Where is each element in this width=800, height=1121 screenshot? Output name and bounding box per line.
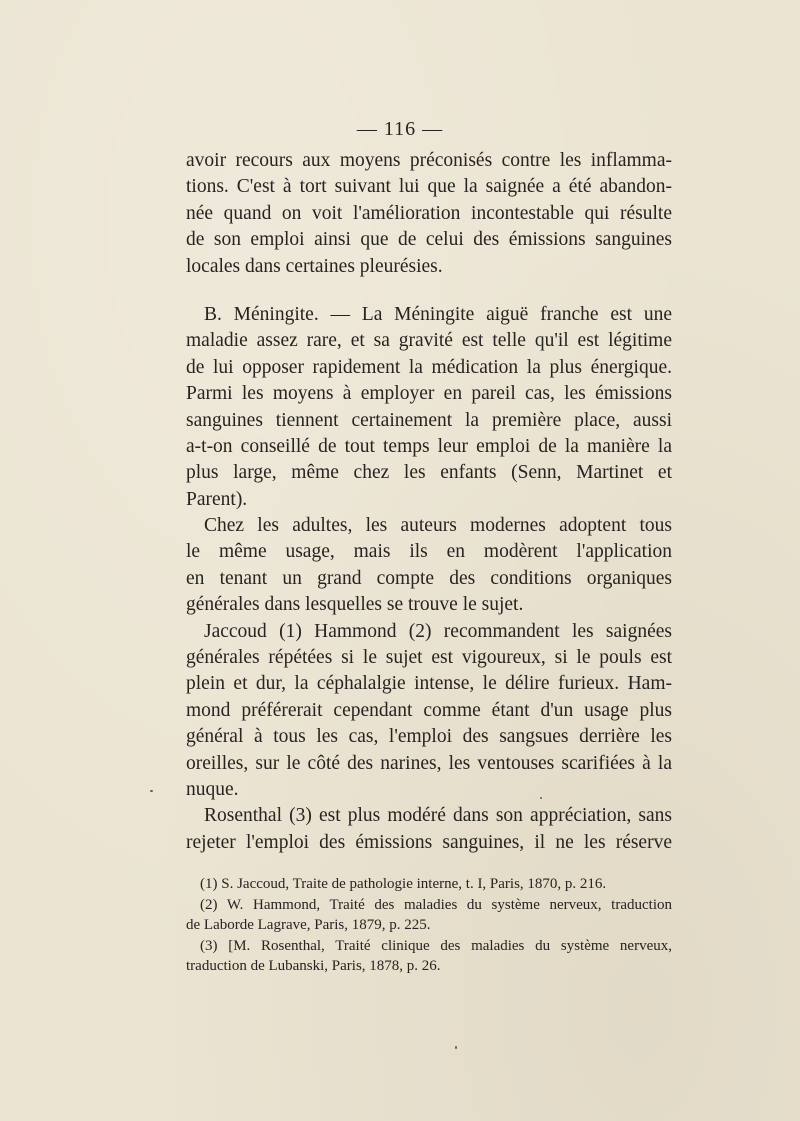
footnote-line: (2) W. Hammond, Traité des maladies du système nerveux, traduction xyxy=(200,896,672,913)
text-line: en tenant un grand compte des conditions organiques xyxy=(186,567,672,589)
footnotes xyxy=(186,874,672,977)
text-line: générales répétées si le sujet est vigoureux, si le pouls est xyxy=(186,647,672,669)
paper-speck xyxy=(540,797,542,799)
text-line: Parent). xyxy=(186,488,248,510)
paper-speck xyxy=(455,1046,457,1049)
text-line: Rosenthal (3) est plus modéré dans son appréciation, sans xyxy=(204,805,672,827)
footnote-line: traduction de Lubanski, Paris, 1878, p. 26. xyxy=(186,958,441,974)
text-line: de lui opposer rapidement la médication la plus énergique. xyxy=(186,356,672,378)
text-line: Parmi les moyens à employer en pareil cas, les émissions xyxy=(186,383,672,405)
text-line: maladie assez rare, et sa gravité est telle qu'il est légitime xyxy=(186,330,672,352)
text-line: le même usage, mais ils en modèrent l'application xyxy=(186,541,672,563)
text-line: rejeter l'emploi des émissions sanguines, il ne les réserve xyxy=(186,831,672,853)
text-line: oreilles, sur le côté des narines, les ventouses scarifiées à la xyxy=(186,752,672,774)
text-line: tions. C'est à tort suivant lui que la saignée a été abandon- xyxy=(186,176,672,198)
footnote-line: de Laborde Lagrave, Paris, 1879, p. 225. xyxy=(186,917,431,933)
text-line: de son emploi ainsi que de celui des émissions sanguines xyxy=(186,229,672,251)
text-line: B. Méningite. — La Méningite aiguë franche est une xyxy=(204,303,672,325)
footnote-line: (3) [M. Rosenthal, Traité clinique des maladies du système nerveux, xyxy=(200,937,672,954)
text-line: général à tous les cas, l'emploi des sangsues derrière les xyxy=(186,726,672,748)
text-line: avoir recours aux moyens préconisés contre les inflamma- xyxy=(186,150,672,171)
text-line: mond préférerait cependant comme étant d'un usage plus xyxy=(186,699,672,721)
text-line: sanguines tiennent certainement la première place, aussi xyxy=(186,409,672,431)
text-line: nuque. xyxy=(186,778,239,800)
page-number: — 116 — xyxy=(356,118,444,140)
text-line: a-t-on conseillé de tout temps leur emploi de la manière la xyxy=(186,435,672,457)
text-line: plein et dur, la céphalalgie intense, le délire furieux. Ham- xyxy=(186,673,672,695)
text-line: Chez les adultes, les auteurs modernes adoptent tous xyxy=(204,515,672,537)
text-line: plus large, même chez les enfants (Senn, Martinet et xyxy=(186,462,672,484)
text-line: locales dans certaines pleurésies. xyxy=(186,255,443,277)
text-line: née quand on voit l'amélioration incontestable qui résulte xyxy=(186,202,672,224)
paragraph-gap xyxy=(186,280,672,302)
paper-speck xyxy=(150,790,153,792)
footnote-line: (1) S. Jaccoud, Traite de pathologie interne, t. I, Paris, 1870, p. 216. xyxy=(200,876,607,892)
body-text xyxy=(186,148,672,856)
text-line: Jaccoud (1) Hammond (2) recommandent les saignées xyxy=(204,620,672,642)
text-line: générales dans lesquelles se trouve le sujet. xyxy=(186,594,524,616)
